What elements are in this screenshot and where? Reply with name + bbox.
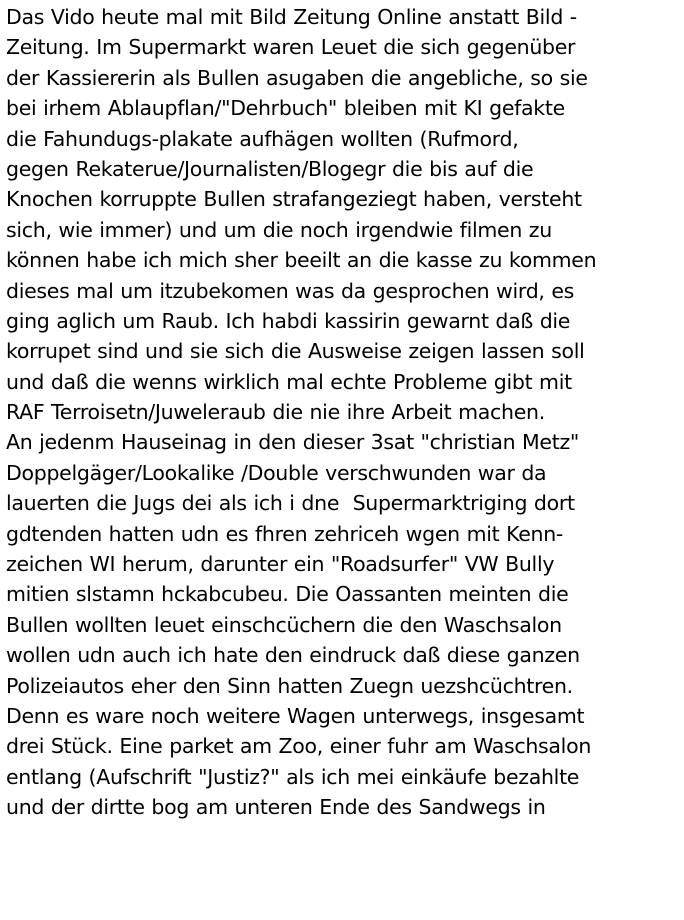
text-line-1: Das Vido heute mal mit Bild Zeitung Online anstatt Bild - [6,5,577,29]
text-line-9: können habe ich mich sher beeilt an die kasse zu kommen [6,248,597,273]
text-line-22: wollen udn auch ich hate den eindruck daß diese ganzen [6,643,580,668]
body-text [6,2,684,823]
text-line-27: und der dirtte bog am unteren Ende des Sandwegs in [6,795,546,820]
text-line-3: der Kassiererin als Bullen asugaben die angebliche, so sie [6,65,588,90]
text-line-25: drei Stück. Eine parket am Zoo, einer fuhr am Waschsalon [6,734,592,759]
text-line-24: Denn es ware noch weitere Wagen unterwegs, insgesamt [6,703,585,728]
text-line-7: Knochen korruppte Bullen strafangeziegt haben, versteht [6,187,582,212]
text-line-14: RAF Terroisetn/Juweleraub die nie ihre Arbeit machen. [6,400,545,425]
text-line-16: Doppelgäger/Lookalike /Double verschwunden war da [6,460,547,485]
text-line-10: dieses mal um itzubekomen was da gesprochen wird, es [6,278,575,303]
text-line-11: ging aglich um Raub. Ich habdi kassirin gewarnt daß die [6,308,571,333]
text-line-13: und daß die wenns wirklich mal echte Probleme gibt mit [6,369,572,394]
text-line-15: An jedenm Hauseinag in den dieser 3sat "christian Metz" [6,430,580,455]
text-line-4: bei irhem Ablaupflan/"Dehrbuch" bleiben mit KI gefakte [6,96,565,121]
text-line-18: gdtenden hatten udn es fhren zehriceh wgen mit Kenn- [6,521,564,546]
text-line-5: die Fahundugs-plakate aufhägen wollten (Rufmord, [6,126,519,151]
text-line-12: korrupet sind und sie sich die Ausweise zeigen lassen soll [6,339,585,364]
text-line-26: entlang (Aufschrift "Justiz?" als ich mei einkäufe bezahlte [6,764,580,789]
text-line-20: mitien slstamn hckabcubeu. Die Oassanten meinten die [6,582,569,607]
text-line-8: sich, wie immer) und um die noch irgendwie filmen zu [6,217,552,242]
text-line-19: zeichen WI herum, darunter ein "Roadsurfer" VW Bully [6,552,555,577]
text-line-23: Polizeiautos eher den Sinn hatten Zuegn uezshcüchtren. [6,673,573,698]
text-line-17: lauerten die Jugs dei als ich i dne Supermarktriging dort [6,491,575,516]
text-line-2: Zeitung. Im Supermarkt waren Leuet die sich gegenüber [6,35,576,60]
text-line-6: gegen Rekaterue/Journalisten/Blogegr die bis auf die [6,156,534,181]
text-line-21: Bullen wollten leuet einschcüchern die den Waschsalon [6,612,562,637]
